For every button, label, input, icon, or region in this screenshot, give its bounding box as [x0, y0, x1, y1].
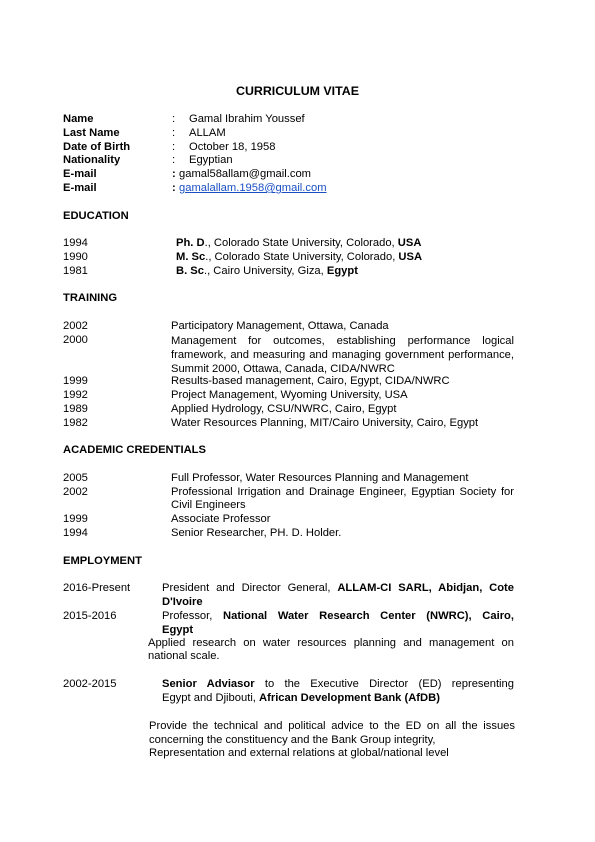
education-entry	[176, 251, 422, 264]
nationality-colon: :	[172, 154, 176, 166]
training-year: 1989	[63, 403, 88, 415]
institution: ., Cairo University, Giza,	[203, 265, 327, 277]
dob-colon: :	[172, 141, 176, 153]
organization: African Development Bank (AfDB)	[259, 692, 440, 704]
credential-entry: Senior Researcher, PH. D. Holder.	[171, 527, 342, 539]
employment-period: 2002-2015	[63, 678, 117, 690]
country: Egypt	[326, 265, 358, 277]
country: USA	[398, 251, 423, 263]
organization-continued: D'Ivoire	[162, 596, 203, 608]
responsibility-item: Representation and external relations at global/national level	[149, 747, 449, 759]
training-year: 1999	[63, 375, 88, 387]
organization: ALLAM-CI SARL, Abidjan, Cote	[337, 582, 514, 594]
dob-value: October 18, 1958	[189, 141, 276, 153]
email-colon: :	[172, 168, 176, 180]
role-description: Egypt and Djibouti,	[162, 692, 260, 704]
credential-entry: Professional Irrigation and Drainage Engineer, Egyptian Society for Civil Engineers	[171, 486, 514, 511]
organization: National Water Research Center (NWRC), Cairo,	[223, 610, 514, 622]
email2-link[interactable]: gamalallam.1958@gmail.com	[179, 182, 327, 194]
training-entry: Participatory Management, Ottawa, Canada	[171, 320, 389, 332]
institution: ., Colorado State University, Colorado,	[204, 237, 398, 249]
institution: ., Colorado State University, Colorado,	[205, 251, 399, 263]
email2-label: E-mail	[63, 182, 97, 194]
role-title: Professor,	[162, 610, 224, 622]
employment-role	[162, 582, 514, 595]
education-heading: EDUCATION	[63, 210, 129, 222]
employment-heading: EMPLOYMENT	[63, 555, 142, 567]
education-entry	[176, 237, 421, 250]
last-name-value: ALLAM	[189, 127, 226, 139]
organization-continued: Egypt	[162, 624, 194, 636]
nationality-label: Nationality	[63, 154, 121, 166]
credential-entry: Associate Professor	[171, 513, 271, 525]
training-entry: Project Management, Wyoming University, USA	[171, 389, 408, 401]
training-year: 2002	[63, 320, 88, 332]
role-title: President and Director General,	[162, 582, 338, 594]
email-label: E-mail	[63, 168, 97, 180]
credential-year: 1999	[63, 513, 88, 525]
name-colon: :	[172, 113, 176, 125]
role-description: to the Executive Director (ED) representing	[254, 678, 514, 690]
employment-period: 2015-2016	[63, 610, 117, 622]
training-heading: TRAINING	[63, 292, 118, 304]
education-entry	[176, 265, 358, 278]
responsibility-item: Provide the technical and political advice to the ED on all the issues concerning the constituency and the Bank Group integrity,	[149, 720, 515, 746]
training-year: 2000	[63, 334, 88, 346]
employment-role	[162, 610, 514, 623]
training-entry: Management for outcomes, establishing performance logical framework, and measuring and managing government performance, Summit 2000, Ottawa, Canada, CIDA/NWRC	[171, 335, 514, 375]
training-entry: Water Resources Planning, MIT/Cairo University, Cairo, Egypt	[171, 417, 479, 429]
credential-year: 2005	[63, 472, 88, 484]
document-title: CURRICULUM VITAE	[236, 84, 359, 98]
education-year: 1981	[63, 265, 88, 277]
training-year: 1992	[63, 389, 88, 401]
role-title: Senior Adviasor	[162, 678, 255, 690]
email2-colon: :	[172, 182, 176, 194]
employment-role	[162, 678, 514, 691]
education-year: 1994	[63, 237, 88, 249]
employment-role-continued	[162, 692, 440, 705]
credential-year: 1994	[63, 527, 88, 539]
last-name-colon: :	[172, 127, 176, 139]
last-name-label: Last Name	[63, 127, 120, 139]
dob-label: Date of Birth	[63, 141, 131, 153]
name-value: Gamal Ibrahim Youssef	[189, 113, 305, 125]
training-year: 1982	[63, 417, 88, 429]
training-entry: Results-based management, Cairo, Egypt, CIDA/NWRC	[171, 375, 450, 387]
employment-period: 2016-Present	[63, 582, 131, 594]
email-value: gamal58allam@gmail.com	[179, 168, 311, 180]
credentials-heading: ACADEMIC CREDENTIALS	[63, 444, 206, 456]
nationality-value: Egyptian	[189, 154, 233, 166]
responsibility-item: Applied research on water resources planning and management on national scale.	[148, 637, 514, 662]
degree: M. Sc	[176, 251, 206, 263]
degree: B. Sc	[176, 265, 204, 277]
training-entry: Applied Hydrology, CSU/NWRC, Cairo, Egypt	[171, 403, 397, 415]
country: USA	[397, 237, 422, 249]
degree: Ph. D	[176, 237, 205, 249]
credential-entry: Full Professor, Water Resources Planning and Management	[171, 472, 469, 484]
name-label: Name	[63, 113, 94, 125]
education-year: 1990	[63, 251, 88, 263]
credential-year: 2002	[63, 486, 88, 498]
